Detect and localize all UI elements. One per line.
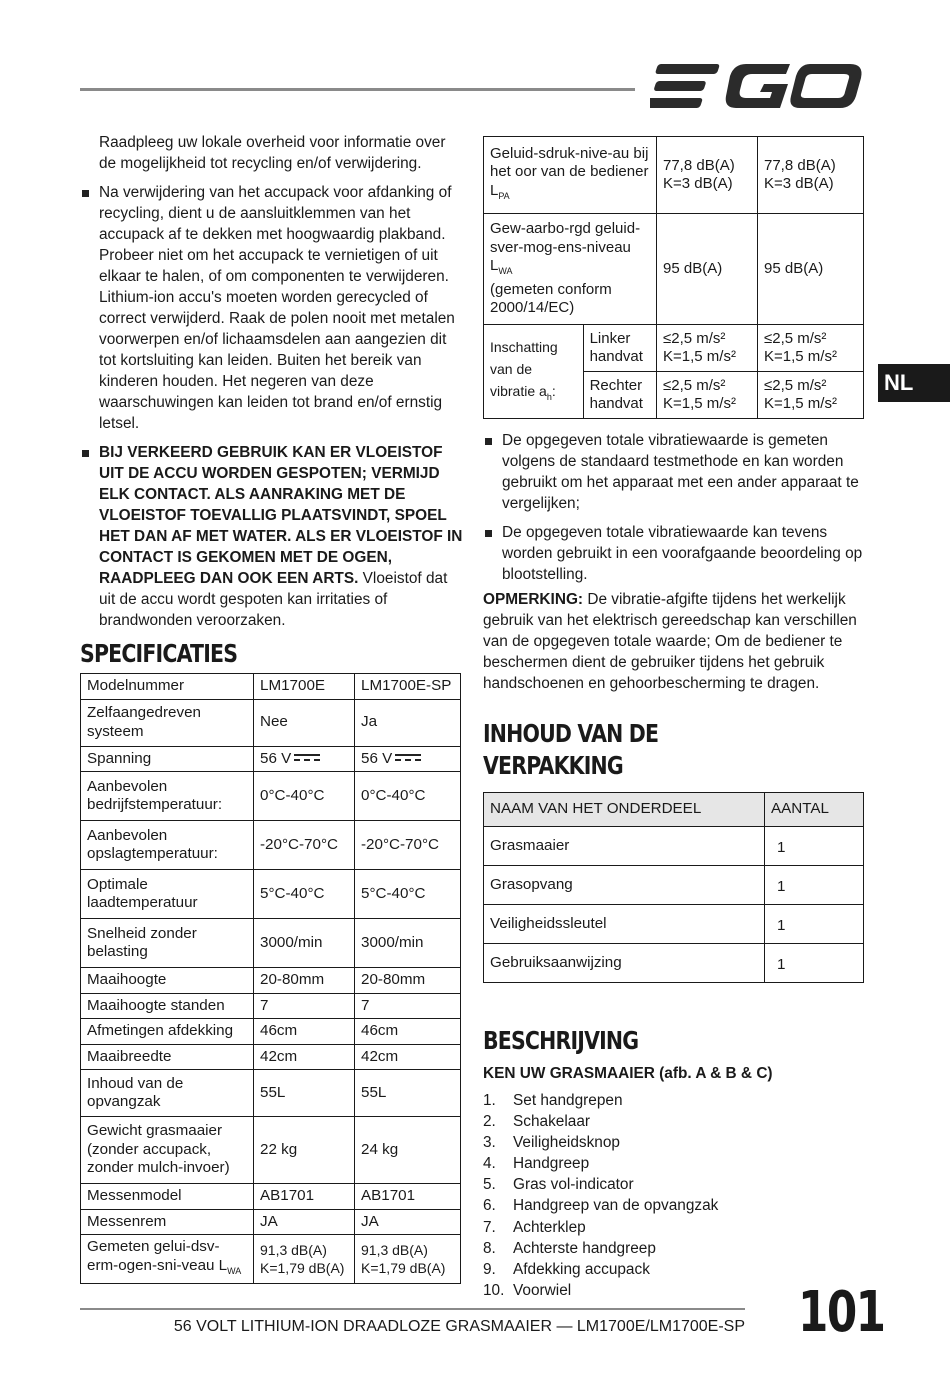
cell-text: 77,8 dB(A) bbox=[663, 156, 735, 174]
cell-text: 77,8 dB(A) bbox=[764, 156, 836, 174]
table-cell: 3000/min bbox=[254, 919, 355, 968]
dc-symbol-icon bbox=[395, 753, 421, 763]
cell-sub: WA bbox=[227, 1265, 242, 1276]
table-cell bbox=[484, 137, 657, 214]
table-row bbox=[484, 866, 864, 905]
item-number: 7. bbox=[483, 1218, 496, 1236]
table-row bbox=[81, 968, 461, 994]
table-cell: LM1700E-SP bbox=[355, 674, 461, 700]
list-item bbox=[483, 1238, 866, 1259]
ego-logo bbox=[650, 58, 865, 114]
table-cell bbox=[758, 325, 864, 372]
table-row bbox=[81, 674, 461, 700]
list-item bbox=[483, 430, 866, 514]
item-label: Set handgrepen bbox=[513, 1092, 623, 1109]
list-item bbox=[483, 1195, 866, 1216]
cell-text: 91,3 dB(A) bbox=[260, 1241, 327, 1258]
table-cell: 42cm bbox=[355, 1044, 461, 1070]
parts-list bbox=[483, 1090, 866, 1301]
table-cell: Snelheid zonder belasting bbox=[81, 919, 254, 968]
item-label: Gras vol-indicator bbox=[513, 1176, 634, 1194]
spec-table bbox=[80, 673, 461, 1284]
desc-subtitle: KEN UW GRASMAAIER (afb. A & B & C) bbox=[483, 1065, 773, 1082]
table-cell bbox=[657, 372, 758, 419]
table-cell bbox=[254, 1235, 355, 1284]
table-cell: Messenrem bbox=[81, 1209, 254, 1235]
table-row bbox=[484, 325, 864, 372]
table-cell: Spanning bbox=[81, 746, 254, 772]
table-header-cell: NAAM VAN HET ONDERDEEL bbox=[484, 793, 765, 827]
cell-sub: PA bbox=[498, 190, 510, 201]
table-cell: 46cm bbox=[254, 1019, 355, 1045]
table-header-row bbox=[484, 793, 864, 827]
table-cell: 1 bbox=[765, 944, 864, 983]
item-number: 1. bbox=[483, 1092, 496, 1109]
list-item bbox=[80, 442, 465, 631]
spec-title: SPECIFICATIES bbox=[80, 639, 238, 668]
table-row bbox=[81, 699, 461, 746]
list-item bbox=[483, 1111, 866, 1132]
table-cell bbox=[355, 1235, 461, 1284]
pack-title: INHOUD VAN DE VERPAKKING bbox=[483, 719, 659, 780]
item-number: 3. bbox=[483, 1134, 496, 1152]
page-number: 101 bbox=[798, 1280, 885, 1345]
table-cell: 3000/min bbox=[355, 919, 461, 968]
cell-text: Gemeten gelui-dsv-erm-ogen-sni-veau L bbox=[87, 1238, 228, 1274]
table-row bbox=[81, 1117, 461, 1184]
table-cell: 24 kg bbox=[355, 1117, 461, 1184]
table-cell: 5°C-40°C bbox=[355, 870, 461, 919]
table-cell: Optimale laadtemperatuur bbox=[81, 870, 254, 919]
item-label: Achterklep bbox=[513, 1218, 586, 1236]
table-cell: Ja bbox=[355, 699, 461, 746]
bullet-text: Vloeistof dat uit de accu wordt gespoten kan irritaties of brandwonden veroorzaken. bbox=[99, 570, 448, 629]
table-cell: 22 kg bbox=[254, 1117, 355, 1184]
table-cell: 1 bbox=[765, 827, 864, 866]
cell-text: (gemeten conform 2000/14/EC) bbox=[490, 280, 612, 317]
list-item bbox=[80, 182, 465, 434]
note-text: De vibratie-afgifte tijdens het werkelijk gebruik van het elektrisch gereedschap kan verschillen van de opgegeven totale waarde; Om de bediener te beschermen dient de gebruiker tijdens het gebruik handschoenen en gehoorbescherming te dragen. bbox=[483, 591, 857, 692]
item-label: Afdekking accupack bbox=[513, 1260, 650, 1278]
table-cell: 7 bbox=[355, 993, 461, 1019]
table-row bbox=[81, 746, 461, 772]
table-cell: Aanbevolen opslagtemperatuur: bbox=[81, 821, 254, 870]
list-item bbox=[483, 1217, 866, 1238]
table-cell: 95 dB(A) bbox=[758, 214, 864, 325]
table-cell: Nee bbox=[254, 699, 355, 746]
table-cell bbox=[484, 325, 584, 419]
list-item bbox=[483, 1090, 866, 1111]
right-column bbox=[483, 136, 866, 1301]
table-cell: -20°C-70°C bbox=[254, 821, 355, 870]
list-item bbox=[483, 1259, 866, 1280]
table-row bbox=[81, 772, 461, 821]
table-cell: Gebruiksaanwijzing bbox=[484, 944, 765, 983]
cell-text: Gew-aarbo-rgd geluid-sver-mog-ens-niveau L bbox=[490, 220, 641, 275]
table-cell: 20-80mm bbox=[355, 968, 461, 994]
package-table bbox=[483, 792, 864, 983]
table-row bbox=[81, 1209, 461, 1235]
table-cell bbox=[657, 325, 758, 372]
table-cell: 0°C-40°C bbox=[254, 772, 355, 821]
table-cell: AB1701 bbox=[254, 1184, 355, 1210]
table-cell bbox=[758, 137, 864, 214]
table-cell bbox=[484, 214, 657, 325]
table-cell: JA bbox=[355, 1209, 461, 1235]
item-number: 10. bbox=[483, 1281, 505, 1299]
battery-warnings bbox=[80, 182, 465, 631]
table-cell: Zelfaangedreven systeem bbox=[81, 699, 254, 746]
item-label: Achterste handgreep bbox=[513, 1239, 656, 1257]
table-cell bbox=[81, 1235, 254, 1284]
cell-text: 91,3 dB(A) bbox=[361, 1241, 428, 1258]
footer-rule bbox=[80, 1308, 745, 1310]
table-row bbox=[484, 905, 864, 944]
cell-text: Inschatting van de vibratie a bbox=[490, 338, 558, 399]
table-row bbox=[81, 821, 461, 870]
cell-text: K=1,79 dB(A) bbox=[361, 1260, 446, 1277]
table-cell: Modelnummer bbox=[81, 674, 254, 700]
table-cell: Rechter handvat bbox=[583, 372, 656, 419]
table-cell bbox=[657, 137, 758, 214]
table-cell: Grasopvang bbox=[484, 866, 765, 905]
table-row bbox=[81, 1019, 461, 1045]
sound-vibration-table bbox=[483, 136, 864, 419]
table-cell: 20-80mm bbox=[254, 968, 355, 994]
cell-text: ≤2,5 m/s² bbox=[764, 376, 827, 394]
table-row bbox=[484, 944, 864, 983]
cell-text: K=1,5 m/s² bbox=[764, 348, 837, 365]
table-cell: 56 V bbox=[254, 746, 355, 772]
cell-text: K=1,5 m/s² bbox=[663, 348, 736, 365]
table-header-cell: AANTAL bbox=[765, 793, 864, 827]
table-cell: 5°C-40°C bbox=[254, 870, 355, 919]
cell-text: : bbox=[551, 382, 556, 399]
table-row bbox=[81, 1070, 461, 1117]
cell-text: K=1,5 m/s² bbox=[764, 395, 837, 412]
bullet-text: De opgegeven totale vibratiewaarde is gemeten volgens de standaard testmethode en kan worden gebruikt om het apparaat met een ander apparaat te vergelijken; bbox=[502, 432, 859, 512]
table-row bbox=[81, 1184, 461, 1210]
table-cell: Messenmodel bbox=[81, 1184, 254, 1210]
header-rule bbox=[80, 88, 635, 91]
item-label: Handgreep van de opvangzak bbox=[513, 1197, 719, 1215]
cell-text: K=3 dB(A) bbox=[663, 175, 733, 192]
item-label: Schakelaar bbox=[513, 1113, 590, 1131]
list-item bbox=[483, 522, 866, 585]
table-cell: Inhoud van de opvangzak bbox=[81, 1070, 254, 1117]
table-cell: JA bbox=[254, 1209, 355, 1235]
table-cell: Maaihoogte bbox=[81, 968, 254, 994]
cell-text: K=3 dB(A) bbox=[764, 175, 834, 192]
table-row bbox=[81, 1235, 461, 1284]
bullet-text: De opgegeven totale vibratiewaarde kan tevens worden gebruikt in een voorafgaande beoordeling op blootstelling. bbox=[502, 524, 863, 583]
intro-text: Raadpleeg uw lokale overheid voor informatie over de mogelijkheid tot recycling en/of verwijdering. bbox=[99, 134, 446, 172]
table-row bbox=[81, 919, 461, 968]
note-label: OPMERKING: bbox=[483, 591, 584, 608]
item-label: Handgreep bbox=[513, 1155, 590, 1173]
table-cell: 95 dB(A) bbox=[657, 214, 758, 325]
table-cell: Gewicht grasmaaier (zonder accupack, zonder mulch-invoer) bbox=[81, 1117, 254, 1184]
cell-text: ≤2,5 m/s² bbox=[764, 329, 827, 347]
table-cell: Veiligheidssleutel bbox=[484, 905, 765, 944]
cell-sub: WA bbox=[498, 266, 513, 277]
table-cell: 0°C-40°C bbox=[355, 772, 461, 821]
item-number: 2. bbox=[483, 1113, 496, 1131]
table-cell: AB1701 bbox=[355, 1184, 461, 1210]
table-cell: 1 bbox=[765, 905, 864, 944]
note-paragraph bbox=[483, 589, 866, 694]
warning-bold: BIJ VERKEERD GEBRUIK KAN ER VLOEISTOF UIT DE ACCU WORDEN GESPOTEN; VERMIJD ELK CONTACT. ALS AANRAKING MET DE VLOEISTOF TOEVALLIG PLAATSVINDT, SPOEL HET DAN AF MET WATER. ALS ER VLOEISTOF IN CONTACT IS GEKOMEN MET DE OGEN, RAADPLEEG DAN OOK EEN ARTS. bbox=[99, 444, 463, 587]
table-row bbox=[484, 827, 864, 866]
bullet-text: Na verwijdering van het accupack voor afdanking of recycling, dient u de aansluitklemmen van het accupack af te dekken met hoogwaardig plakband. Probeer niet om het accupack te vernietigen of uit elkaar te halen, of om componenten te verwijderen. Lithium-ion accu's moeten worden gerecycled of correct verwijderd. Raak de polen nooit met metalen voorwerpen en/of lichaamsdelen aan aangezien dit tot kortsluiting kan leiden. Buiten het bereik van kinderen houden. Het negeren van deze waarschuwingen kan leiden tot brand en/of ernstig letsel. bbox=[99, 184, 455, 432]
item-label: Voorwiel bbox=[513, 1281, 572, 1299]
table-row bbox=[81, 870, 461, 919]
item-number: 5. bbox=[483, 1176, 496, 1194]
table-cell: 55L bbox=[355, 1070, 461, 1117]
table-cell: Linker handvat bbox=[583, 325, 656, 372]
desc-title: BESCHRIJVING bbox=[483, 1026, 639, 1055]
list-item bbox=[483, 1132, 866, 1153]
table-cell: Maaibreedte bbox=[81, 1044, 254, 1070]
table-cell: 1 bbox=[765, 866, 864, 905]
language-tab: NL bbox=[878, 364, 950, 402]
table-cell: 7 bbox=[254, 993, 355, 1019]
item-label: Veiligheidsknop bbox=[513, 1134, 620, 1152]
table-cell bbox=[758, 372, 864, 419]
table-row bbox=[81, 1044, 461, 1070]
item-number: 6. bbox=[483, 1197, 496, 1215]
dc-symbol-icon bbox=[294, 753, 320, 763]
cell-text: K=1,5 m/s² bbox=[663, 395, 736, 412]
cell-sub: h bbox=[546, 391, 552, 402]
table-cell: 56 V bbox=[355, 746, 461, 772]
cell-text: Geluid-sdruk-nive-au bij het oor van de bediener L bbox=[490, 144, 649, 199]
table-cell: Grasmaaier bbox=[484, 827, 765, 866]
table-cell: LM1700E bbox=[254, 674, 355, 700]
list-item bbox=[483, 1174, 866, 1195]
table-row bbox=[484, 137, 864, 214]
cell-text: ≤2,5 m/s² bbox=[663, 329, 726, 347]
item-number: 8. bbox=[483, 1239, 496, 1257]
left-column bbox=[80, 132, 465, 1284]
vibration-notes bbox=[483, 430, 866, 585]
table-cell: 55L bbox=[254, 1070, 355, 1117]
table-cell: Aanbevolen bedrijfstemperatuur: bbox=[81, 772, 254, 821]
item-number: 9. bbox=[483, 1260, 496, 1278]
table-cell: Afmetingen afdekking bbox=[81, 1019, 254, 1045]
table-cell: -20°C-70°C bbox=[355, 821, 461, 870]
footer-text: 56 VOLT LITHIUM-ION DRAADLOZE GRASMAAIER — LM1700E/LM1700E-SP bbox=[173, 1318, 745, 1335]
table-row bbox=[484, 214, 864, 325]
table-cell: 42cm bbox=[254, 1044, 355, 1070]
cell-text: ≤2,5 m/s² bbox=[663, 376, 726, 394]
table-row bbox=[81, 993, 461, 1019]
cell-text: K=1,79 dB(A) bbox=[260, 1260, 345, 1277]
list-item bbox=[483, 1153, 866, 1174]
item-number: 4. bbox=[483, 1155, 496, 1173]
table-cell: Maaihoogte standen bbox=[81, 993, 254, 1019]
table-cell: 46cm bbox=[355, 1019, 461, 1045]
